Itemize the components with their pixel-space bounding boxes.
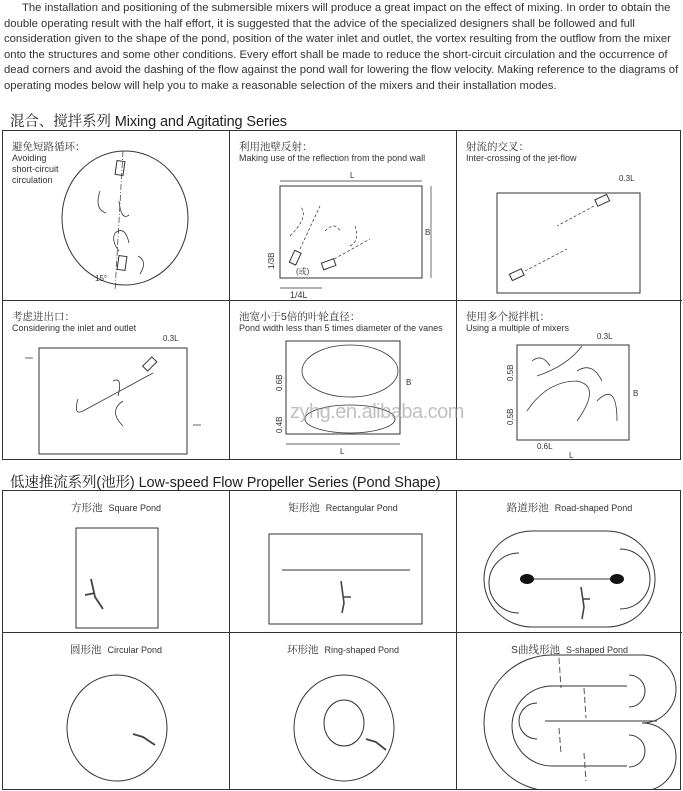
pond-label	[3, 500, 229, 515]
dim-label: 0.3L	[619, 174, 635, 183]
watermark: zyhg.en.alibaba.com	[290, 401, 464, 423]
cell-ring-shaped-pond	[230, 633, 457, 789]
dim-label: L	[340, 447, 345, 456]
intro-line: dead corners and avoid the dashing of the flow against the pond wall for lowering the flow velocity. Making reference to the diagrams of	[4, 64, 679, 77]
cell-circular-pond	[3, 633, 230, 789]
cell-title-en: Pond width less than 5 times diameter of the vanes	[239, 323, 443, 333]
dim-label: 0.4B	[275, 416, 284, 433]
intro-line: The installation and positioning of the submersible mixers will produce a great impact on the effect of mixing. In order to obtain the	[22, 2, 671, 14]
cell-title-cn: 射流的交叉：	[466, 141, 529, 153]
mixing-section-title: 混合、搅拌系列 Mixing and Agitating Series	[10, 114, 287, 130]
cell-title-en: Avoiding short-circuit circulation	[12, 153, 59, 185]
dim-label: 0.3L	[597, 332, 613, 341]
pond-label	[457, 500, 682, 515]
cell-road-shaped-pond	[457, 491, 682, 633]
dim-label: 1/4L	[290, 290, 308, 300]
or-label: (或)	[296, 267, 310, 276]
pond-label	[457, 642, 682, 657]
propeller-grid	[2, 490, 681, 790]
pond-label-cn: 环形池	[286, 644, 319, 656]
cell-title-cn: 使用多个搅拌机：	[466, 311, 550, 323]
dim-label: 1/3B	[267, 252, 276, 269]
dim-label: 0.5B	[506, 408, 515, 425]
cell-title-en: Inter-crossing of the jet-flow	[466, 153, 577, 163]
dim-label: L	[569, 451, 574, 459]
dim-label: B	[425, 228, 431, 237]
cell-rectangular-pond	[230, 491, 457, 633]
dim-label: L	[350, 171, 355, 180]
pond-label-en: S-shaped Pond	[565, 645, 629, 655]
dim-label: B	[406, 378, 412, 387]
pond-label-cn: 圆形池	[69, 644, 102, 656]
cell-wall-reflection	[230, 131, 457, 301]
dim-label: B	[633, 389, 639, 398]
intro-line: onto the structures and some other conditions. Every effort shall be made to reduce the short-circuit circulation and the occurrence of	[4, 48, 668, 61]
cell-multiple-mixers	[457, 301, 682, 459]
pond-label-en: Road-shaped Pond	[554, 503, 633, 513]
pond-label-cn: 矩形池	[288, 502, 320, 514]
pond-label-en: Square Pond	[108, 503, 162, 513]
pond-label	[230, 642, 456, 657]
pond-label-en: Rectangular Pond	[325, 503, 398, 513]
intro-line: consideration given to the shape of the pond, position of the water inlet and outlet, the vortex resulting from the outflow from the mixer	[4, 33, 671, 46]
pond-label-cn: 方形池	[70, 502, 103, 514]
pond-label-en: Circular Pond	[107, 645, 163, 655]
intro-line: double operating result with the half effort, it is suggested that the advice of the specialized designers shall be followed and full	[4, 17, 635, 30]
pond-label-en: Ring-shaped Pond	[324, 645, 400, 655]
cell-title-en: Considering the inlet and outlet	[12, 323, 137, 333]
cell-title-cn: 利用池壁反射：	[239, 141, 313, 153]
dim-label: 0.6L	[537, 442, 553, 451]
cell-title-en: Using a multiple of mixers	[466, 323, 570, 333]
dim-label: 0.5B	[506, 364, 515, 381]
dim-label: 0.3L	[163, 334, 179, 343]
cell-title-cn: 避免短路循环：	[12, 141, 86, 153]
pond-label-cn: 路道形池	[506, 502, 549, 514]
cell-title-cn: 池宽小于5倍的叶轮直径：	[239, 311, 361, 323]
cell-avoid-short-circuit	[3, 131, 230, 301]
pond-label	[3, 642, 229, 657]
pond-label-cn: S曲线形池	[510, 644, 560, 656]
cell-square-pond	[3, 491, 230, 633]
propeller-section-title: 低速推流系列(池形) Low-speed Flow Propeller Series (Pond Shape)	[10, 475, 441, 491]
dim-label: 0.6B	[275, 374, 284, 391]
cell-inlet-outlet	[3, 301, 230, 459]
cell-pond-width	[230, 301, 457, 459]
angle-label: 15°	[95, 274, 108, 283]
cell-title-en: Making use of the reflection from the pond wall	[239, 153, 426, 163]
intro-paragraph	[4, 1, 680, 95]
cell-jet-crossing	[457, 131, 682, 301]
pond-label	[230, 500, 456, 515]
cell-s-shaped-pond	[457, 633, 682, 789]
cell-title-cn: 考虑进出口：	[12, 311, 75, 323]
intro-line: operating modes below will help you to make a reasonable selection of the mixers and their installation modes.	[4, 79, 557, 92]
